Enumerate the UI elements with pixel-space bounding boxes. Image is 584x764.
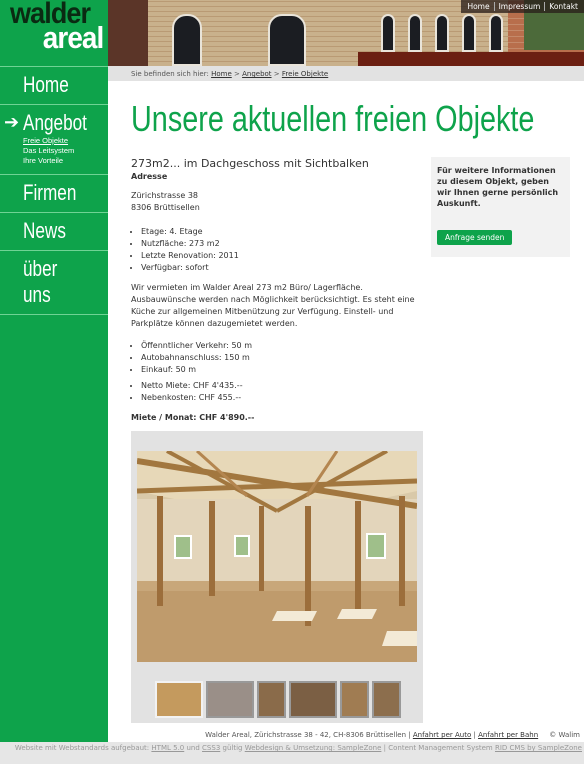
list-item: • Nutzfläche: 273 m2: [141, 238, 423, 250]
image-gallery: [131, 431, 423, 723]
list-item: • Etage: 4. Etage: [141, 226, 423, 238]
thumbnail[interactable]: [340, 681, 369, 718]
top-nav: [461, 0, 584, 13]
breadcrumb-home[interactable]: Home: [211, 70, 232, 78]
main-photo[interactable]: [137, 451, 417, 662]
topnav-kontakt[interactable]: Kontakt: [549, 2, 578, 11]
credits-text: gültig: [222, 744, 243, 752]
thumbnail[interactable]: [289, 681, 337, 718]
thumbnail[interactable]: [206, 681, 254, 718]
nav-home[interactable]: Home: [0, 66, 108, 104]
breadcrumb-prefix: Sie befinden sich hier:: [131, 70, 209, 78]
thumbnail[interactable]: [372, 681, 401, 718]
breadcrumb: [108, 66, 584, 82]
list-item: • Netto Miete: CHF 4'435.--: [141, 380, 423, 392]
credits-link-css[interactable]: CSS3: [202, 744, 221, 752]
credits-bar: [0, 742, 584, 764]
footer-link-auto[interactable]: Anfahrt per Auto: [412, 731, 472, 739]
list-item: • Autobahnanschluss: 150 m: [141, 352, 423, 364]
address-line: Zürichstrasse 38: [131, 191, 199, 200]
list-item: • Letzte Renovation: 2011: [141, 250, 423, 262]
header-photo: [108, 0, 584, 66]
breadcrumb-angebot[interactable]: Angebot: [242, 70, 272, 78]
footer-link-bahn[interactable]: Anfahrt per Bahn: [478, 731, 539, 739]
total-rent: Miete / Monat: CHF 4'890.--: [131, 413, 255, 422]
thumbnail-strip: [155, 681, 401, 718]
footer: [108, 728, 584, 742]
list-item: • Verfügbar: sofort: [141, 262, 423, 274]
credits-text: Website mit Webstandards aufgebaut:: [14, 744, 150, 752]
topnav-home[interactable]: Home: [463, 2, 494, 11]
logo-line2: areal: [42, 20, 103, 55]
transport-list: [131, 340, 423, 376]
subnav-leitsystem[interactable]: Das Leitsystem: [23, 146, 75, 155]
topnav-impressum[interactable]: Impressum: [495, 2, 546, 11]
breadcrumb-sep: >: [273, 70, 280, 78]
object-title: 273m2... im Dachgeschoss mit Sichtbalken: [131, 157, 369, 170]
main-nav: [0, 66, 108, 315]
list-item: • Einkauf: 50 m: [141, 364, 423, 376]
credits-link-html[interactable]: HTML 5.0: [151, 744, 185, 752]
page-title: Unsere aktuellen freien Objekte: [131, 98, 535, 139]
footer-sep: |: [473, 731, 476, 739]
thumbnail[interactable]: [155, 681, 203, 718]
address-label: Adresse: [131, 172, 168, 181]
breadcrumb-sep: >: [233, 70, 240, 78]
list-item: • Nebenkosten: CHF 455.--: [141, 392, 423, 404]
credits-text: | Content Management System: [383, 744, 493, 752]
breadcrumb-freie-objekte[interactable]: Freie Objekte: [281, 70, 329, 78]
info-text: Für weitere Informationen zu diesem Objekt, geben wir Ihnen gerne persönlich Auskunft.: [437, 166, 559, 208]
subnav-vorteile[interactable]: Ihre Vorteile: [23, 156, 64, 165]
object-details: [131, 157, 423, 424]
subnav-freie-objekte[interactable]: Freie Objekte: [23, 136, 69, 145]
costs-list: [131, 380, 423, 404]
description: Wir vermieten im Walder Areal 273 m2 Büro/ Lagerfläche. Ausbauwünsche werden nach Möglichkeit berücksichtigt. Es steht eine Küche zur allgemeinen Mitbenützung zur Verfügung. Einstell- und Parkplätze können dazugemietet werden.: [131, 283, 415, 328]
credits-link-cms[interactable]: RID CMS by SampleZone: [494, 744, 582, 752]
list-item: • Öffenntlicher Verkehr: 50 m: [141, 340, 423, 352]
thumbnail[interactable]: [257, 681, 286, 718]
logo-line1: walder: [10, 0, 91, 30]
arrow-right-icon: ➔: [4, 112, 20, 132]
footer-address: Walder Areal, Zürichstrasse 38 - 42, CH-8306 Brüttisellen |: [205, 731, 411, 739]
nav-news[interactable]: News: [0, 212, 108, 250]
credits-link-webdesign[interactable]: Webdesign & Umsetzung: SampleZone: [244, 744, 382, 752]
credits-text: und: [186, 744, 200, 752]
facts-list: [131, 226, 423, 274]
main-content: [108, 82, 584, 742]
nav-ueber-uns[interactable]: über uns: [0, 250, 108, 315]
footer-copyright: © Walim: [549, 731, 580, 739]
logo[interactable]: [0, 0, 108, 66]
nav-firmen[interactable]: Firmen: [0, 174, 108, 212]
request-button[interactable]: Anfrage senden: [437, 230, 512, 245]
nav-angebot[interactable]: ➔ Angebot Freie Objekte Das Leitsystem Ihre Vorteile: [0, 104, 108, 174]
info-box: [431, 157, 570, 257]
address-line: 8306 Brüttisellen: [131, 203, 200, 212]
